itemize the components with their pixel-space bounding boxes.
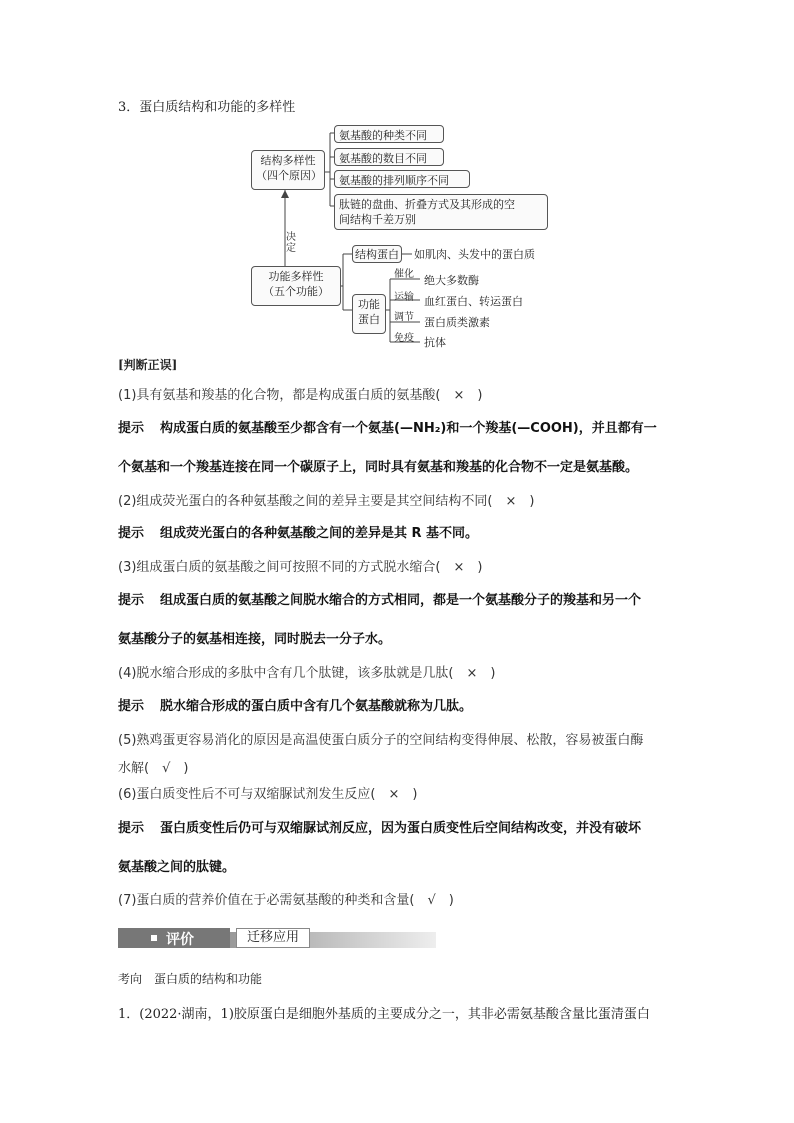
tip-1-cont: 个氨基和一个羧基连接在同一个碳原子上，同时具有氨基和羧基的化合物不一定是氨基酸。 — [118, 460, 639, 475]
function-name-regulation: 调节 — [394, 312, 414, 323]
function-example-catalysis: 绝大多数酶 — [424, 274, 479, 287]
question-3: (3)组成蛋白质的氨基酸之间可按照不同的方式脱水缩合( × ) — [118, 560, 483, 575]
question-2: (2)组成荧光蛋白的各种氨基酸之间的差异主要是其空间结构不同( × ) — [118, 494, 535, 509]
functional-protein-box — [352, 294, 386, 334]
tip-label: 提示 — [118, 526, 145, 541]
question-4: (4)脱水缩合形成的多肽中含有几个肽键，该多肽就是几肽( × ) — [118, 666, 496, 681]
square-bullet-icon — [151, 935, 157, 941]
question-5: (5)熟鸡蛋更容易消化的原因是高温使蛋白质分子的空间结构变得伸展、松散，容易被蛋白酶 — [118, 733, 644, 748]
banner-left-label: 评价 — [166, 932, 194, 948]
functional-box-line2: 蛋白 — [358, 313, 380, 326]
tip-6-text: 蛋白质变性后仍可与双缩脲试剂反应，因为蛋白质变性后空间结构改变，并没有破坏 — [160, 821, 642, 836]
reason-box-1: 氨基酸的种类不同 — [334, 125, 444, 143]
structural-protein-box: 结构蛋白 — [352, 245, 402, 263]
function-name-immunity: 免疫 — [394, 333, 414, 344]
reason-box-4 — [334, 194, 548, 230]
tip-1-text: 构成蛋白质的氨基酸至少都含有一个氨基(—NH₂)和一个羧基(—COOH)，并且都有一 — [160, 421, 657, 436]
question-6: (6)蛋白质变性后不可与双缩脲试剂发生反应( × ) — [118, 787, 418, 802]
tip-label: 提示 — [118, 593, 145, 608]
tip-2 — [118, 522, 478, 541]
function-diversity-box — [251, 266, 341, 306]
tip-6 — [118, 817, 641, 836]
tip-4-text: 脱水缩合形成的蛋白质中含有几个氨基酸就称为几肽。 — [160, 699, 473, 714]
structure-diversity-box — [251, 150, 325, 190]
question-7: (7)蛋白质的营养价值在于必需氨基酸的种类和含量( √ ) — [118, 893, 454, 908]
question-1: (1)具有氨基和羧基的化合物，都是构成蛋白质的氨基酸( × ) — [118, 388, 483, 403]
function-box-line2: （五个功能） — [263, 285, 329, 298]
function-example-transport: 血红蛋白、转运蛋白 — [424, 295, 523, 308]
reason-box-2: 氨基酸的数目不同 — [334, 148, 444, 166]
exercise-question-1: 1．(2022·湖南，1)胶原蛋白是细胞外基质的主要成分之一，其非必需氨基酸含量比蛋清蛋白 — [118, 1007, 650, 1022]
tip-4 — [118, 695, 472, 714]
functional-box-line1: 功能 — [358, 298, 380, 311]
reason-4-line2: 间结构千差万别 — [339, 213, 416, 226]
function-box-line1: 功能多样性 — [268, 270, 324, 283]
reason-box-3: 氨基酸的排列顺序不同 — [334, 170, 470, 188]
judge-heading: [判断正误] — [118, 358, 178, 372]
tip-2-text: 组成荧光蛋白的各种氨基酸之间的差异是其 R 基不同。 — [160, 526, 479, 541]
direction-heading: 考向 蛋白质的结构和功能 — [118, 972, 263, 986]
decide-label: 决定 — [286, 232, 296, 254]
function-name-catalysis: 催化 — [394, 269, 414, 280]
tip-3-text: 组成蛋白质的氨基酸之间脱水缩合的方式相同，都是一个氨基酸分子的羧基和另一个 — [160, 593, 642, 608]
tip-3-cont: 氨基酸分子的氨基相连接，同时脱去一分子水。 — [118, 632, 392, 647]
tip-1 — [118, 417, 657, 436]
tip-label: 提示 — [118, 821, 145, 836]
tip-label: 提示 — [118, 421, 145, 436]
banner-right-label: 迁移应用 — [236, 928, 310, 948]
structure-box-line2: （四个原因） — [256, 169, 322, 182]
function-example-regulation: 蛋白质类激素 — [424, 316, 490, 329]
section-title: 3．蛋白质结构和功能的多样性 — [118, 100, 296, 115]
question-5-cont: 水解( √ ) — [118, 761, 189, 776]
structure-box-line1: 结构多样性 — [260, 154, 316, 167]
evaluation-banner — [118, 928, 436, 948]
function-name-transport: 运输 — [394, 292, 414, 303]
tip-3 — [118, 589, 641, 608]
structural-protein-example: 如肌肉、头发中的蛋白质 — [414, 248, 535, 261]
reason-4-line1: 肽链的盘曲、折叠方式及其形成的空 — [339, 198, 515, 211]
tip-6-cont: 氨基酸之间的肽键。 — [118, 860, 236, 875]
function-example-immunity: 抗体 — [424, 336, 446, 349]
tip-label: 提示 — [118, 699, 145, 714]
